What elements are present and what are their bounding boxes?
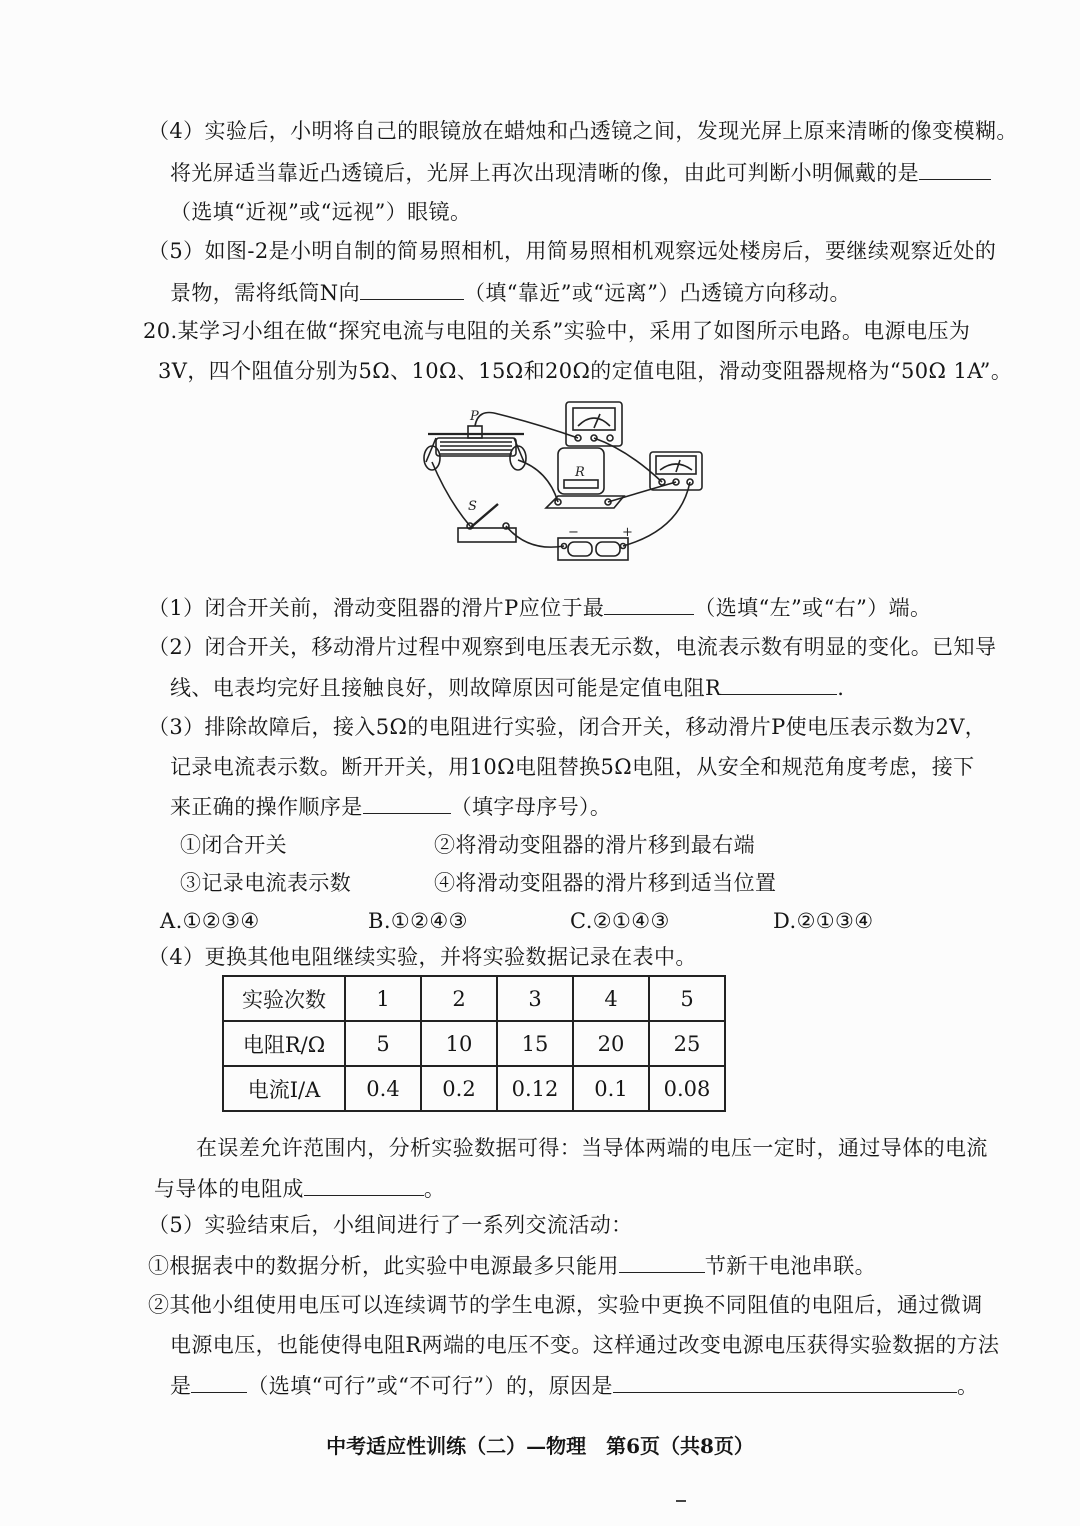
q20-4-conclusion1: 在误差允许范围内，分析实验数据可得：当导体两端的电压一定时，通过导体的电流 bbox=[196, 1136, 988, 1160]
q20-5-p1-a: ①根据表中的数据分析，此实验中电源最多只能用 bbox=[148, 1254, 619, 1278]
answer-blank-tube-direction[interactable] bbox=[360, 277, 464, 300]
q20-1-line bbox=[148, 592, 931, 623]
ammeter-icon bbox=[650, 452, 702, 490]
label-p: P bbox=[470, 409, 479, 424]
q20-2-line2-text: 线、电表均完好且接触良好，则故障原因可能是定值电阻R bbox=[170, 676, 722, 700]
q20-5-p1 bbox=[148, 1250, 876, 1281]
q20-3-line2: 记录电流表示数。断开开关，用10Ω电阻替换5Ω电阻，从安全和规范角度考虑，接下 bbox=[170, 755, 975, 779]
answer-blank-relation[interactable] bbox=[304, 1173, 424, 1196]
q20-3-line3-a: 来正确的操作顺序是 bbox=[170, 795, 363, 819]
q19-5-line2 bbox=[170, 277, 851, 308]
q20-2-line1: （2）闭合开关，移动滑片过程中观察到电压表无示数，电流表示数有明显的变化。已知导 bbox=[148, 635, 997, 659]
answer-blank-feasible[interactable] bbox=[191, 1370, 247, 1393]
label-plus: + bbox=[622, 525, 633, 540]
voltmeter-icon bbox=[566, 402, 622, 446]
q20-1-b: （选填“左”或“右”）端。 bbox=[694, 596, 932, 620]
q20-3-line3 bbox=[170, 791, 611, 822]
row-label: 实验次数 bbox=[223, 976, 345, 1021]
q20-5-p2-line2: 电源电压，也能使得电阻R两端的电压不变。这样通过改变电源电压获得实验数据的方法 bbox=[170, 1333, 1000, 1357]
page-footer: 中考适应性训练（二）—物理 第6页（共8页） bbox=[326, 1434, 754, 1458]
q20-5-intro: （5）实验结束后，小组间进行了一系列交流活动： bbox=[148, 1213, 633, 1237]
q20-4-conclusion2-a: 与导体的电阻成 bbox=[154, 1177, 304, 1201]
table-cell: 5 bbox=[345, 1021, 421, 1066]
table-row-current bbox=[223, 1066, 725, 1111]
q20-line2: 3V，四个阻值分别为5Ω、10Ω、15Ω和20Ω的定值电阻，滑动变阻器规格为“50Ω 1A”。 bbox=[158, 359, 1013, 383]
table-cell: 15 bbox=[497, 1021, 573, 1066]
answer-blank-glasses[interactable] bbox=[919, 157, 991, 180]
q20-1-a: （1）闭合开关前，滑动变阻器的滑片P应位于最 bbox=[148, 596, 605, 620]
q19-5-line2-b: （填“靠近”或“远离”）凸透镜方向移动。 bbox=[463, 281, 851, 305]
table-cell: 0.12 bbox=[497, 1066, 573, 1111]
battery-icon bbox=[558, 538, 628, 560]
q20-5-p2-line1: ②其他小组使用电压可以连续调节的学生电源，实验中更换不同阻值的电阻后，通过微调 bbox=[148, 1293, 983, 1317]
option-a[interactable]: A.①②③④ bbox=[160, 909, 260, 933]
q20-4-conclusion2-b: 。 bbox=[423, 1177, 446, 1201]
q19-4-line2-text: 将光屏适当靠近凸透镜后，光屏上再次出现清晰的像，由此可判断小明佩戴的是 bbox=[170, 161, 919, 185]
table-row-resistance bbox=[223, 1021, 725, 1066]
table-cell: 25 bbox=[649, 1021, 725, 1066]
circuit-figure bbox=[418, 400, 708, 570]
table-cell: 2 bbox=[421, 976, 497, 1021]
q20-2-end: . bbox=[837, 676, 845, 700]
q20-3-line1: （3）排除故障后，接入5Ω的电阻进行实验，闭合开关，移动滑片P使电压表示数为2V， bbox=[148, 715, 987, 739]
answer-blank-fault[interactable] bbox=[721, 672, 837, 695]
answer-blank-order[interactable] bbox=[363, 791, 451, 814]
label-minus: − bbox=[568, 525, 579, 540]
table-cell: 5 bbox=[649, 976, 725, 1021]
q20-2-line2 bbox=[170, 672, 844, 703]
q20-line1: 20.某学习小组在做“探究电流与电阻的关系”实验中，采用了如图所示电路。电源电压为 bbox=[143, 319, 971, 343]
table-cell: 10 bbox=[421, 1021, 497, 1066]
q20-3-line3-b: （填字母序号）。 bbox=[450, 795, 612, 819]
answer-blank-slider-end[interactable] bbox=[604, 592, 694, 615]
q19-4-line2 bbox=[170, 157, 991, 188]
q20-5-p2-line3-a: 是 bbox=[170, 1374, 192, 1398]
option-c[interactable]: C.②①④③ bbox=[570, 909, 670, 933]
q20-5-p2-line3 bbox=[170, 1370, 978, 1401]
rheostat-icon bbox=[424, 426, 526, 470]
table-cell: 0.4 bbox=[345, 1066, 421, 1111]
q19-4-line1: （4）实验后，小明将自己的眼镜放在蜡烛和凸透镜之间，发现光屏上原来清晰的像变模糊。 bbox=[148, 119, 1018, 143]
table-row-trials bbox=[223, 976, 725, 1021]
table-cell: 4 bbox=[573, 976, 649, 1021]
label-r: R bbox=[575, 465, 585, 480]
q19-5-line1: （5）如图-2是小明自制的简易照相机，用简易照相机观察远处楼房后，要继续观察近处的 bbox=[148, 239, 997, 263]
q20-5-p2-line3-c: 。 bbox=[956, 1374, 979, 1398]
bottom-mark bbox=[676, 1500, 686, 1502]
step-3: ③记录电流表示数 bbox=[180, 871, 352, 895]
table-cell: 0.1 bbox=[573, 1066, 649, 1111]
q20-4-intro: （4）更换其他电阻继续实验，并将实验数据记录在表中。 bbox=[148, 945, 697, 969]
step-1: ①闭合开关 bbox=[180, 833, 287, 857]
step-2: ②将滑动变阻器的滑片移到最右端 bbox=[434, 833, 755, 857]
q19-4-line3: （选填“近视”或“远视”）眼镜。 bbox=[170, 200, 472, 224]
table-cell: 20 bbox=[573, 1021, 649, 1066]
answer-blank-battery-count[interactable] bbox=[619, 1250, 705, 1273]
q20-4-conclusion2 bbox=[154, 1173, 445, 1204]
table-cell: 0.2 bbox=[421, 1066, 497, 1111]
table-cell: 1 bbox=[345, 976, 421, 1021]
row-label: 电阻R/Ω bbox=[223, 1021, 345, 1066]
option-b[interactable]: B.①②④③ bbox=[368, 909, 468, 933]
q20-5-p2-line3-b: （选填“可行”或“不可行”）的，原因是 bbox=[247, 1374, 613, 1398]
table-cell: 0.08 bbox=[649, 1066, 725, 1111]
option-d[interactable]: D.②①③④ bbox=[773, 909, 874, 933]
row-label: 电流I/A bbox=[223, 1066, 345, 1111]
q19-5-line2-a: 景物，需将纸筒N向 bbox=[170, 281, 360, 305]
q20-5-p1-b: 节新干电池串联。 bbox=[704, 1254, 877, 1278]
table-cell: 3 bbox=[497, 976, 573, 1021]
label-s: S bbox=[468, 499, 477, 514]
step-4: ④将滑动变阻器的滑片移到适当位置 bbox=[434, 871, 777, 895]
data-table bbox=[222, 975, 726, 1112]
answer-blank-reason[interactable] bbox=[613, 1370, 957, 1393]
